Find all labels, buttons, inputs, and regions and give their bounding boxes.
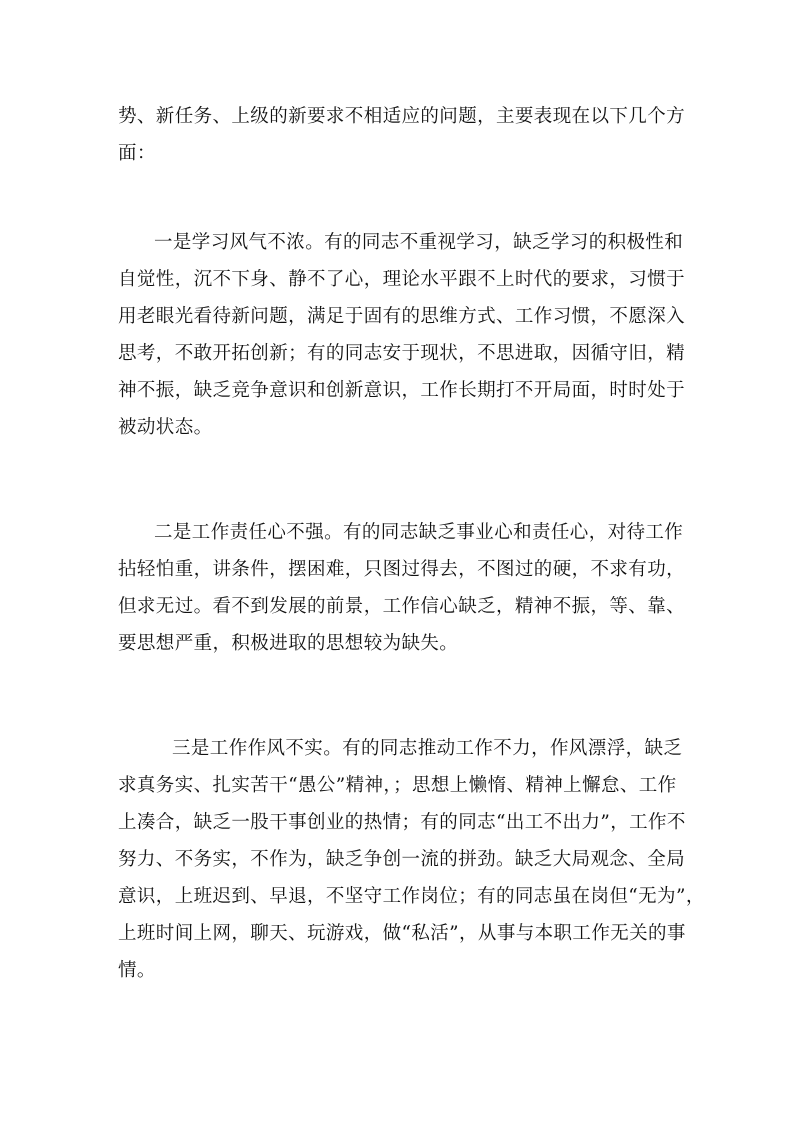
paragraph-point-2 <box>118 514 690 662</box>
paragraph-line: 被动状态。 <box>118 417 213 438</box>
paragraph-line: 神不振，缺乏竞争意识和创新意识，工作长期打不开局面，时时处于 <box>118 380 686 401</box>
paragraph-line: 努力、不务实，不作为，缺乏争创一流的拼劲。缺乏大局观念、全局 <box>118 849 686 870</box>
paragraph-line: 势、新任务、上级的新要求不相适应的问题，主要表现在以下几个方 <box>118 106 686 127</box>
paragraph-line: 二是工作责任心不强。有的同志缺乏事业心和责任心，对待工作 <box>154 522 684 543</box>
paragraph-line: 上凑合，缺乏一股干事创业的热情；有的同志“出工不出力”，工作不 <box>118 812 686 833</box>
paragraph-line: 面： <box>118 143 156 164</box>
paragraph-line: 要思想严重，积极进取的思想较为缺失。 <box>118 633 459 654</box>
paragraph-line: 但求无过。看不到发展的前景，工作信心缺乏，精神不振，等、靠、 <box>118 596 686 617</box>
paragraph-point-3 <box>118 730 705 989</box>
paragraph-line: 自觉性，沉不下身、静不了心，理论水平跟不上时代的要求，习惯于 <box>118 269 686 290</box>
paragraph-line: 求真务实、扎实苦干“愚公”精神，；思想上懒惰、精神上懈怠、工作 <box>118 775 677 796</box>
paragraph-line: 用老眼光看待新问题，满足于固有的思维方式、工作习惯，不愿深入 <box>118 306 686 327</box>
paragraph-line: 上班时间上网，聊天、玩游戏，做“私活”，从事与本职工作无关的事 <box>118 923 686 944</box>
paragraph-line: 一是学习风气不浓。有的同志不重视学习，缺乏学习的积极性和 <box>154 232 684 253</box>
paragraph-line: 情。 <box>118 960 156 981</box>
paragraph-intro <box>118 98 690 172</box>
paragraph-line: 三是工作作风不实。有的同志推动工作不力，作风漂浮，缺乏 <box>172 738 683 759</box>
paragraph-line: 思考，不敢开拓创新；有的同志安于现状，不思进取，因循守旧，精 <box>118 343 686 364</box>
paragraph-line: 意识，上班迟到、早退，不坚守工作岗位；有的同志虽在岗但“无为”， <box>118 886 705 907</box>
paragraph-point-1 <box>118 224 690 446</box>
paragraph-line: 拈轻怕重，讲条件，摆困难，只图过得去，不图过的硬，不求有功， <box>118 559 686 580</box>
